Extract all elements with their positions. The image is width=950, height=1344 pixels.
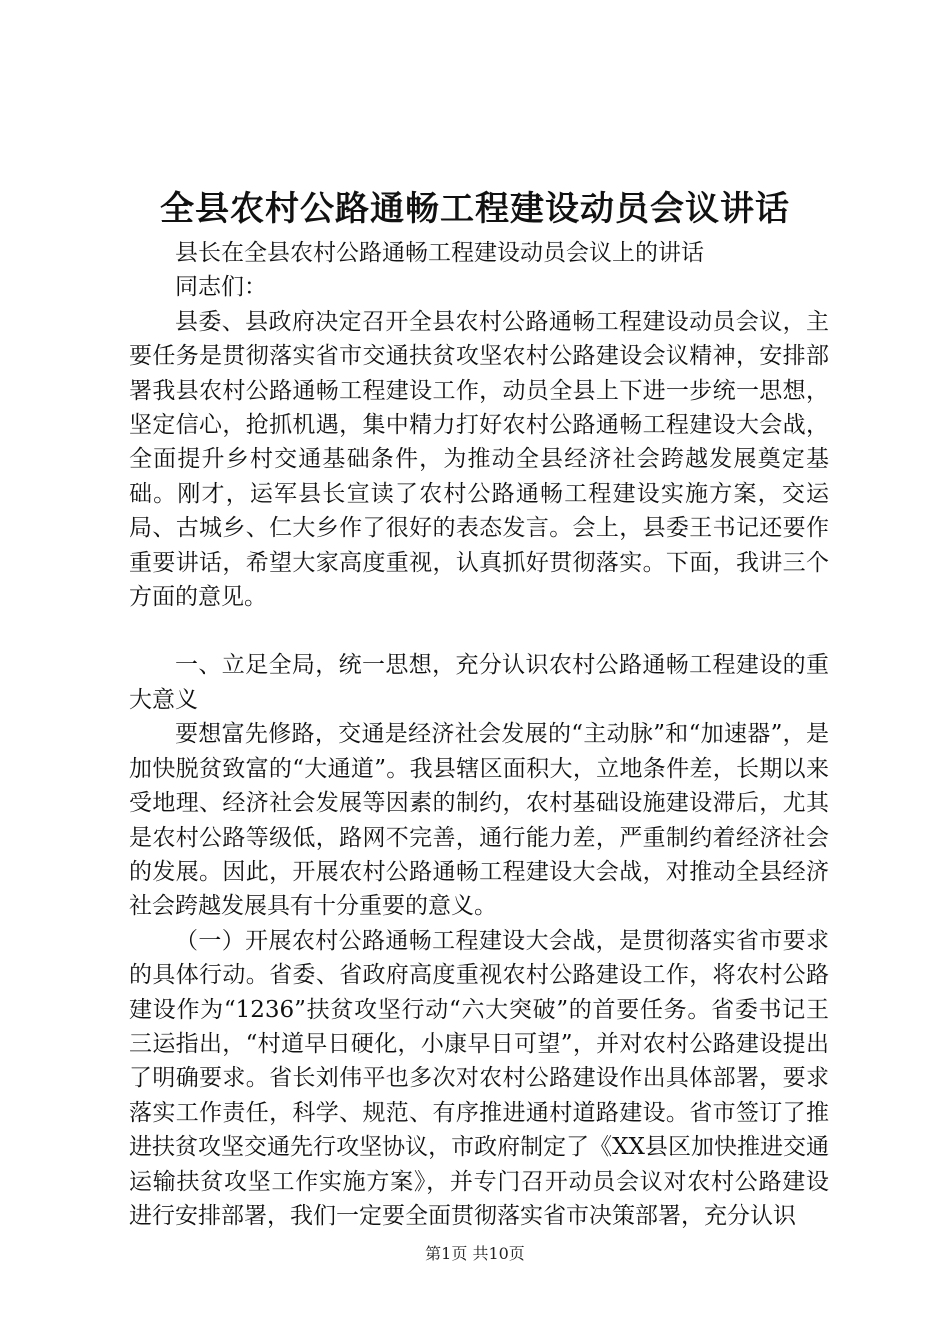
document-body bbox=[129, 236, 829, 1233]
paragraph-opening: 县委、县政府决定召开全县农村公路通畅工程建设动员会议，主要任务是贯彻落实省市交通扶贫攻坚农村公路建设会议精神，安排部署我县农村公路通畅工程建设工作，动员全县上下进一步统一思想，坚定信心，抢抓机遇，集中精力打好农村公路通畅工程建设大会战，全面提升乡村交通基础条件，为推动全县经济社会跨越发展奠定基础。刚才，运军县长宣读了农村公路通畅工程建设实施方案，交运局、古城乡、仁大乡作了很好的表态发言。会上，县委王书记还要作重要讲话，希望大家高度重视，认真抓好贯彻落实。下面，我讲三个方面的意见。 bbox=[129, 308, 829, 611]
salutation: 同志们： bbox=[175, 274, 267, 301]
paragraph-subsection-1: （一）开展农村公路通畅工程建设大会战，是贯彻落实省市要求的具体行动。省委、省政府高度重视农村公路建设工作，将农村公路建设作为“1236”扶贫攻坚行动“六大突破”的首要任务。省委书记王三运指出，“村道早日硬化，小康早日可望”，并对农村公路建设提出了明确要求。省长刘伟平也多次对农村公路建设作出具体部署，要求落实工作责任，科学、规范、有序推进通村道路建设。省市签订了推进扶贫攻坚交通先行攻坚协议，市政府制定了《XX县区加快推进交通运输扶贫攻坚工作实施方案》，并专门召开动员会议对农村公路建设进行安排部署，我们一定要全面贯彻落实省市决策部署，充分认识 bbox=[129, 927, 829, 1229]
section-heading-1: 一、立足全局，统一思想，充分认识农村公路通畅工程建设的重大意义 bbox=[129, 652, 829, 713]
document-subtitle: 县长在全县农村公路通畅工程建设动员会议上的讲话 bbox=[175, 240, 704, 266]
paragraph-section-1: 要想富先修路，交通是经济社会发展的“主动脉”和“加速器”，是加快脱贫致富的“大通道”。我县辖区面积大，立地条件差，长期以来受地理、经济社会发展等因素的制约，农村基础设施建设滞后，尤其是农村公路等级低，路网不完善，通行能力差，严重制约着经济社会的发展。因此，开展农村公路通畅工程建设大会战，对推动全县经济社会跨越发展具有十分重要的意义。 bbox=[129, 721, 829, 920]
paragraph-gap bbox=[129, 614, 829, 648]
page-number-footer: 第1页 共10页 bbox=[425, 1244, 525, 1263]
document-title: 全县农村公路通畅工程建设动员会议讲话 bbox=[160, 189, 790, 229]
